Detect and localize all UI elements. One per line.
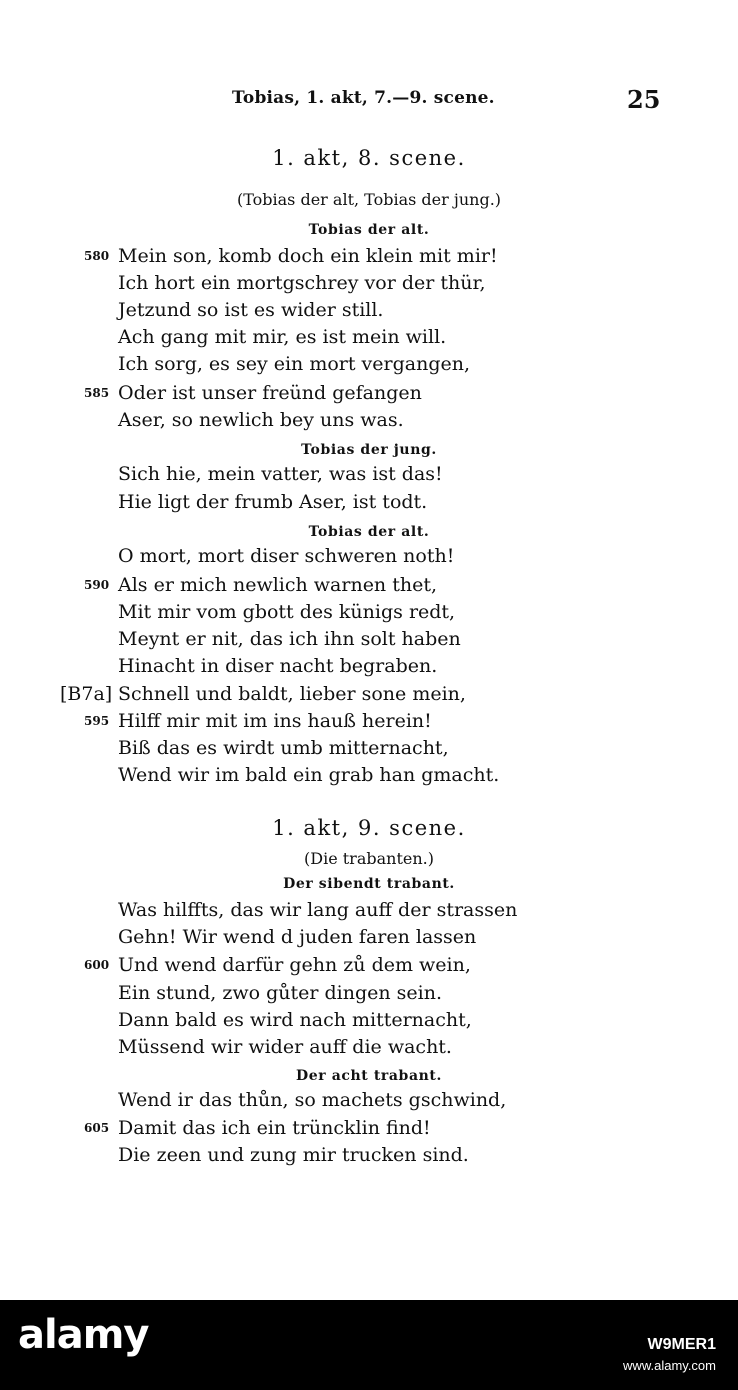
scene-8-cast: (Tobias der alt, Tobias der jung.): [236, 190, 502, 209]
verse-line: Mit mir vom gbott des künigs redt,: [118, 601, 456, 623]
verse-line: Mein son, komb doch ein klein mit mir!: [118, 245, 498, 267]
verse-line: Meynt er nit, das ich ihn solt haben: [118, 628, 461, 650]
scene-9-cast: (Die trabanten.): [304, 849, 434, 868]
margin-reference: [B7a]: [60, 683, 113, 705]
line-number: 585: [84, 386, 110, 400]
verse-line: Schnell und baldt, lieber sone mein,: [118, 683, 466, 705]
verse-line: Und wend darfür gehn zů dem wein,: [118, 954, 471, 976]
running-head: [0, 85, 738, 118]
speaker-label: Der sibendt trabant.: [283, 876, 455, 892]
verse-line: O mort, mort diser schweren noth!: [118, 545, 455, 567]
verse-line: Als er mich newlich warnen thet,: [118, 574, 438, 596]
verse-line: Müssend wir wider auff die wacht.: [118, 1036, 452, 1058]
verse-line: Was hilffts, das wir lang auff der strassen: [118, 899, 518, 921]
verse-line: Ich hort ein mortgschrey vor der thür,: [118, 272, 486, 294]
line-number: 605: [84, 1121, 110, 1135]
verse-line: Ein stund, zwo gůter dingen sein.: [118, 982, 442, 1004]
verse-line: Wend ir das thůn, so machets gschwind,: [118, 1089, 507, 1111]
scene-9-title: 1. akt, 9. scene.: [272, 816, 466, 840]
page-number: 25: [627, 85, 661, 114]
speaker-label: Der acht trabant.: [296, 1068, 442, 1084]
speaker-label: Tobias der alt.: [308, 222, 430, 238]
verse-line: Hinacht in diser nacht begraben.: [118, 655, 438, 677]
image-id: W9MER1: [647, 1336, 716, 1353]
verse-line: Sich hie, mein vatter, was ist das!: [118, 463, 443, 485]
alamy-logo: alamy: [18, 1312, 149, 1358]
speaker-label: Tobias der jung.: [301, 442, 437, 458]
verse-line: Die zeen und zung mir trucken sind.: [118, 1144, 469, 1166]
line-number: 590: [84, 578, 110, 592]
scene-8-title: 1. akt, 8. scene.: [272, 146, 466, 170]
running-title: Tobias, 1. akt, 7.—9. scene.: [232, 88, 495, 108]
verse-line: Ach gang mit mir, es ist mein will.: [118, 326, 447, 348]
line-number: 595: [84, 714, 110, 728]
verse-line: Aser, so newlich bey uns was.: [118, 409, 404, 431]
verse-line: Biß das es wirdt umb mitternacht,: [118, 737, 449, 759]
verse-line: Dann bald es wird nach mitternacht,: [118, 1009, 472, 1031]
speaker-label: Tobias der alt.: [308, 524, 430, 540]
line-number: 600: [84, 958, 110, 972]
verse-line: Ich sorg, es sey ein mort vergangen,: [118, 353, 471, 375]
line-number: 580: [84, 249, 110, 263]
verse-line: Gehn! Wir wend d juden faren lassen: [118, 926, 477, 948]
verse-line: Hie ligt der frumb Aser, ist todt.: [118, 491, 428, 513]
verse-line: Oder ist unser freünd gefangen: [118, 382, 422, 404]
verse-line: Hilff mir mit im ins hauß herein!: [118, 710, 432, 732]
verse-line: Jetzund so ist es wider still.: [118, 299, 384, 321]
site-url: www.alamy.com: [623, 1358, 716, 1373]
watermark-bar: [0, 1300, 738, 1390]
verse-line: Wend wir im bald ein grab han gmacht.: [118, 764, 500, 786]
verse-line: Damit das ich ein trüncklin find!: [118, 1117, 431, 1139]
